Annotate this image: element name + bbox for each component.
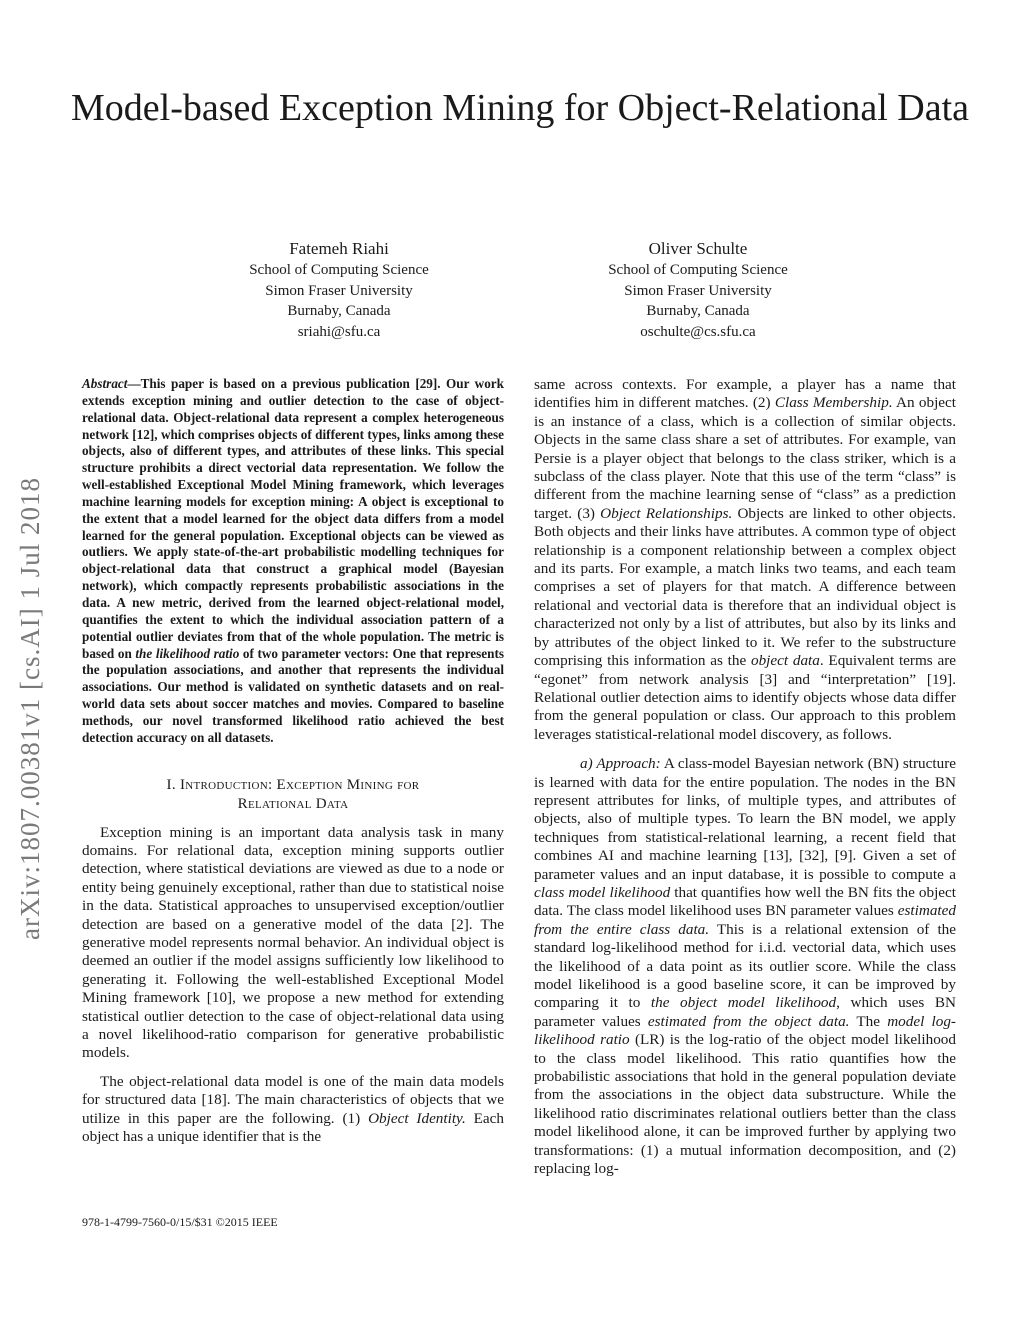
paragraph-text: same across contexts. For example, a player has a name that identifies him in different matches. (2): [534, 376, 956, 412]
author-block-2: [548, 238, 848, 342]
body-paragraph: [534, 755, 956, 1178]
paragraph-emphasis: Object Identity.: [368, 1109, 466, 1127]
paragraph-emphasis: Object Relationships.: [600, 504, 733, 522]
section-heading: [82, 776, 504, 814]
paragraph-emphasis: Class Membership.: [774, 394, 893, 412]
author-location: Burnaby, Canada: [287, 303, 391, 319]
paragraph-text: that quantifies how well the BN fits the object data. The class model likelihood uses BN parameter values: [534, 883, 956, 920]
author-block-1: [189, 238, 489, 342]
abstract: Abstract—This paper is based on a previous publication [29]. Our work extends exception mining and outlier detection to the case of object-relational data. Object-relational data represent a complex heterogeneous network [12], which comprises objects of different types, links among these objects, also of different types, and attributes of these links. This special structure prohibits a direct vectorial data representation. We follow the well-established Exceptional Model Mining framework, which leverages machine learning models for exception mining: A object is exceptional to the extent that a model learned for the object data differs from a model learned for the general population. Exceptional objects can be viewed as outliers. We apply state-of-the-art probabilistic modelling techniques for object-relational data that construct a graphical model (Bayesian network), which compactly represents probabilistic associations in the data. A new metric, derived from the learned object-relational model, quantifies the extent to which the individual association pattern of a potential outlier deviates from that of the whole population. The metric is based on the likelihood ratio of two parameter vectors: One that represents the population associations, and another that represents the individual associations. Our method is validated on synthetic datasets and on real-world data sets about soccer matches and movies. Compared to baseline methods, our novel transformed likelihood ratio achieved the best detection accuracy on all datasets.: [82, 376, 504, 745]
abstract-text: of two parameter vectors: One that represents the population associations, and another that represents the individual associations. Our method is validated on synthetic datasets and on real-world data sets about soccer matches and movies. Compared to baseline methods, our novel transformed likelihood ratio achieved the best detection accuracy on all datasets.: [82, 645, 504, 745]
author-university: Simon Fraser University: [624, 282, 772, 299]
author-email: sriahi@sfu.ca: [297, 323, 381, 340]
paragraph-text: A class-model Bayesian network (BN) structure is learned with data for the entire population. The nodes in the BN represent attributes for links, of multiple types, and attributes of objects, also of multiple types. To learn the BN model, we apply techniques from statistical-relational learning, a recent field that combines AI and machine learning [13], [32], [9]. Given a set of parameter values and an input database, it is possible to compute a: [534, 755, 956, 883]
abstract-heading: Abstract: [82, 376, 128, 391]
paragraph-text: , which uses BN parameter values: [534, 994, 956, 1030]
author-department: School of Computing Science: [608, 262, 788, 278]
paragraph-text: (LR) is the log-ratio of the object model likelihood to the class model likelihood. This ratio quantifies how the probabilistic associations that hold in the general population deviate from the associations in the object data substructure. While the likelihood ratio discriminates relational outliers better than the class model likelihood alone, it can be improved further by applying two transformations: (1) a mutual information decomposition, and (2) replacing log-: [534, 1031, 956, 1178]
paragraph-text: The: [849, 1012, 888, 1030]
paragraph-emphasis: estimated from the entire class data.: [534, 902, 956, 938]
paragraph-emphasis: object data: [750, 652, 820, 670]
paragraph-emphasis: class model likelihood: [534, 883, 671, 901]
paragraph-emphasis: estimated from the object data.: [647, 1012, 850, 1030]
author-university: Simon Fraser University: [265, 282, 413, 299]
abstract-text: This paper is based on a previous publication [29]. Our work extends exception mining and outlier detection to the case of object-relational data. Object-relational data represent a complex heterogeneous network [12], which comprises objects of different types, links among these objects, also of different types, and attributes of these links. This special structure prohibits a direct vectorial data representation. We follow the well-established Exceptional Model Mining framework, which leverages machine learning models for exception mining: A object is exceptional to the extent that a model learned for the object data differs from a model learned for the general population. Exceptional objects can be viewed as outliers. We apply state-of-the-art probabilistic modelling techniques for object-relational data that construct a graphical model (Bayesian network), which compactly represents probabilistic associations in the data. A new metric, derived from the learned object-relational model, quantifies the extent to which the individual association pattern of a potential outlier deviates from that of the whole population. The metric is based on: [82, 376, 504, 661]
paper-title: Model-based Exception Mining for Object-Relational Data: [70, 87, 969, 129]
right-column: [534, 376, 956, 1178]
paragraph-emphasis: the object model likelihood: [650, 994, 837, 1012]
author-location: Burnaby, Canada: [646, 303, 750, 319]
section-heading-line: I. Introduction: Exception Mining for: [166, 776, 420, 793]
author-department: School of Computing Science: [249, 262, 429, 278]
abstract-emphasis: the likelihood ratio: [135, 645, 240, 661]
body-paragraph: [82, 1073, 504, 1147]
paragraph-emphasis: model log-likelihood ratio: [534, 1012, 956, 1049]
copyright-notice: 978-1-4799-7560-0/15/$31 ©2015 IEEE: [82, 1215, 278, 1229]
paragraph-text: An object is an instance of a class, which is a collection of similar objects. Objects in the same class share a set of attributes. For example, van Persie is a player object that belongs to the class striker, which is a subclass of the class player. Note that this use of the term “class” is different from the machine learning sense of “class” as a prediction target. (3): [534, 394, 956, 522]
author-name: Fatemeh Riahi: [289, 239, 389, 258]
arxiv-stamp: arXiv:1807.00381v1 [cs.AI] 1 Jul 2018: [15, 477, 45, 940]
paragraph-text: . Equivalent terms are “egonet” from network analysis [3] and “interpretation” [19]. Relational outlier detection aims to identify objects whose data differ from the general population or class. Our approach to this problem leverages statistical-relational model discovery, as follows.: [534, 652, 957, 743]
section-heading-line: Relational Data: [237, 795, 349, 812]
paragraph-text: Each object has a unique identifier that is the: [82, 1109, 504, 1146]
body-paragraph: [534, 376, 956, 744]
paragraph-text: This is a relational extension of the standard log-likelihood method for i.i.d. vectorial data, which uses the likelihood of a data point as its outlier score. While the class model likelihood is a good baseline score, it can be improved by comparing it to: [534, 920, 957, 1012]
subsection-heading: a) Approach:: [580, 755, 661, 773]
author-name: Oliver Schulte: [648, 239, 748, 258]
body-paragraph: Exception mining is an important data analysis task in many domains. For relational data, exception mining supports outlier detection, where statistical deviations are viewed as due to a node or entity being genuinely exceptional, rather than due to statistical noise in the data. Statistical approaches to unsupervised exception/outlier detection are based on a generative model of the data [2]. The generative model represents normal behavior. An individual object is deemed an outlier if the model assigns sufficiently low likelihood to generating it. Following the well-established Exceptional Model Mining framework [10], we propose a new method for extending statistical outlier detection to the case of object-relational data using a novel likelihood-ratio comparison for generative probabilistic models.: [82, 823, 504, 1062]
paragraph-text: The object-relational data model is one of the main data models for structured data [18]. The main characteristics of objects that we utilize in this paper are the following. (1): [82, 1072, 504, 1127]
left-column: [82, 376, 504, 1146]
author-email: oschulte@cs.sfu.ca: [640, 323, 756, 340]
paragraph-text: Objects are linked to other objects. Both objects and their links have attributes. A common type of object relationship is a component relationship between a complex object and its parts. For example, a match links two teams, and each team comprises a set of players for that match. A difference between relational and vectorial data is therefore that an individual object is characterized not only by a list of attributes, but also by its links and by attributes of the object linked to it. We refer to the substructure comprising this information as the: [534, 504, 956, 670]
